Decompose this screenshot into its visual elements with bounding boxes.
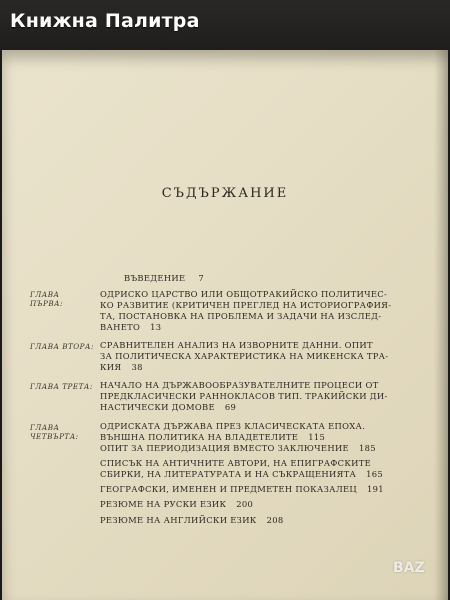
page-shadow bbox=[434, 50, 448, 600]
entry-line: ТА, ПОСТАНОВКА НА ПРОБЛЕМА И ЗАДАЧИ НА ИЗСЛЕД- bbox=[100, 311, 382, 321]
entry-line: ВАНЕТО bbox=[100, 322, 141, 332]
entry-line: ЗА ПОЛИТИЧЕСКА ХАРАКТЕРИСТИКА НА МИКЕНСКА ТРА- bbox=[100, 351, 389, 361]
toc-entry-chapter-1 bbox=[100, 289, 430, 333]
toc-intro bbox=[124, 273, 450, 284]
entry-line: ОПИТ ЗА ПЕРИОДИЗАЦИЯ ВМЕСТО ЗАКЛЮЧЕНИЕ bbox=[100, 443, 349, 453]
entry-page: 69 bbox=[224, 402, 237, 412]
toc-entry-periodization bbox=[100, 443, 430, 454]
toc-heading: СЪДЪРЖАНИЕ bbox=[161, 186, 289, 201]
toc-entry-russian-summary bbox=[100, 499, 430, 510]
entry-line: КО РАЗВИТИЕ (КРИТИЧЕН ПРЕГЛЕД НА ИСТОРИОГРАФИЯ- bbox=[100, 300, 392, 310]
entry-page: 185 bbox=[358, 443, 376, 453]
chapter-label-2: ГЛАВА ВТОРА: bbox=[30, 342, 94, 351]
entry-line: РЕЗЮМЕ НА АНГЛИЙСКИ ЕЗИК bbox=[100, 515, 257, 525]
entry-line: НАСТИЧЕСКИ ДОМОВЕ bbox=[100, 402, 215, 412]
toc-entry-english-summary bbox=[100, 515, 430, 526]
toc-entry-chapter-2 bbox=[100, 340, 430, 373]
toc-intro-text: ВЪВЕДЕНИЕ bbox=[124, 273, 186, 283]
entry-line: ГЕОГРАФСКИ, ИМЕНЕН И ПРЕДМЕТЕН ПОКАЗАЛЕЦ bbox=[100, 484, 358, 494]
entry-line: ОДРИСКАТА ДЪРЖАВА ПРЕЗ КЛАСИЧЕСКАТА ЕПОХА. bbox=[100, 421, 366, 431]
chapter-label-4: ГЛАВА ЧЕТВЪРТА: bbox=[30, 423, 79, 441]
toc-intro-page: 7 bbox=[198, 273, 205, 283]
entry-line: ВЪНШНА ПОЛИТИКА НА ВЛАДЕТЕЛИТЕ bbox=[100, 432, 299, 442]
entry-page: 13 bbox=[150, 322, 162, 332]
toc-entry-chapter-3 bbox=[100, 380, 430, 413]
entry-page: 208 bbox=[266, 515, 284, 525]
toc-entry-bibliography bbox=[100, 458, 430, 480]
entry-line: КИЯ bbox=[100, 362, 122, 372]
entry-page: 38 bbox=[131, 362, 143, 372]
entry-page: 115 bbox=[308, 432, 326, 442]
entry-page: 191 bbox=[367, 484, 384, 494]
toc-entry-index bbox=[100, 484, 430, 495]
entry-line: СРАВНИТЕЛЕН АНАЛИЗ НА ИЗВОРНИТЕ ДАННИ. ОПИТ bbox=[100, 340, 373, 350]
bazar-logo: BAZ bbox=[393, 560, 425, 576]
entry-line: РЕЗЮМЕ НА РУСКИ ЕЗИК bbox=[100, 499, 227, 509]
chapter-label-3: ГЛАВА ТРЕТА: bbox=[30, 382, 93, 391]
entry-line: ОДРИСКО ЦАРСТВО ИЛИ ОБЩОТРАКИЙСКО ПОЛИТИЧЕС- bbox=[100, 289, 388, 299]
entry-line: ПРЕДКЛАСИЧЕСКИ РАННОКЛАСОВ ТИП. ТРАКИЙСКИ ДИ- bbox=[100, 391, 388, 401]
entry-line: СБИРКИ, НА ЛИТЕРАТУРАТА И НА СЪКРАЩЕНИЯТА bbox=[100, 469, 357, 479]
watermark-title: Книжна Палитра bbox=[10, 10, 200, 32]
entry-page: 200 bbox=[236, 499, 254, 509]
entry-line: НАЧАЛО НА ДЪРЖАВООБРАЗУВАТЕЛНИТЕ ПРОЦЕСИ ОТ bbox=[100, 380, 379, 390]
toc-entry-chapter-4 bbox=[100, 421, 430, 443]
entry-line: СПИСЪК НА АНТИЧНИТЕ АВТОРИ, НА ЕПИГРАФСКИТЕ bbox=[100, 458, 372, 468]
chapter-label-1: ГЛАВА ПЪРВА: bbox=[30, 290, 63, 308]
entry-page: 165 bbox=[366, 469, 384, 479]
